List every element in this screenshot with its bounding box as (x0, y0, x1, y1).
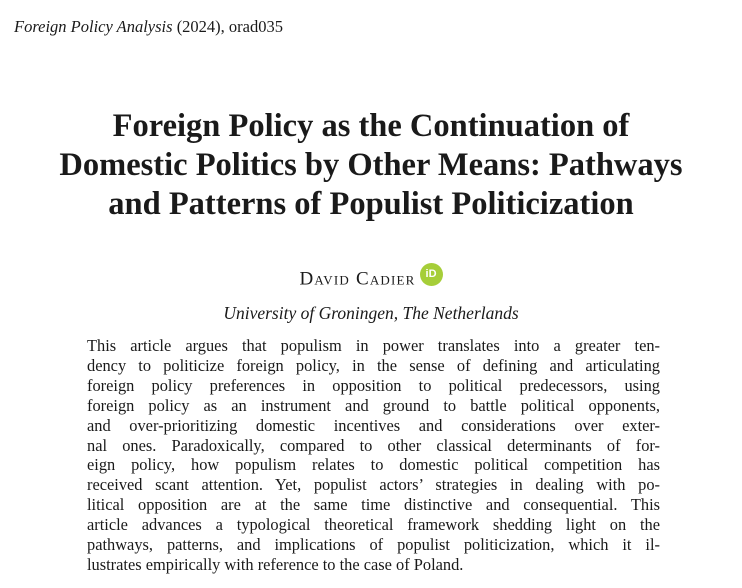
journal-name: Foreign Policy Analysis (14, 17, 173, 36)
journal-year-id: (2024), orad035 (172, 17, 283, 36)
abstract-line: litical opposition are at the same time distinctive and consequential. This (87, 495, 660, 515)
abstract-line: nal ones. Paradoxically, compared to other classical determinants of for- (87, 435, 660, 455)
journal-citation (14, 17, 283, 37)
article-title (14, 107, 728, 224)
abstract (87, 336, 660, 575)
abstract-line: lustrates empirically with reference to the case of Poland. (87, 554, 464, 574)
abstract-line: foreign policy preferences in opposition to political predecessors, using (87, 375, 660, 395)
title-line: and Patterns of Populist Politicization (108, 186, 634, 222)
abstract-line: article advances a typological theoretical framework shedding light on the (87, 515, 660, 535)
abstract-line: eign policy, how populism relates to domestic political competition has (87, 455, 660, 475)
abstract-line: and over-prioritizing domestic incentives and considerations over exter- (87, 415, 660, 435)
abstract-line: foreign policy as an instrument and ground to battle political opponents, (87, 395, 660, 415)
abstract-line: received scant attention. Yet, populist actors’ strategies in dealing with po- (87, 475, 660, 495)
author-affiliation: University of Groningen, The Netherlands (223, 303, 519, 323)
title-line: Domestic Politics by Other Means: Pathways (59, 147, 683, 183)
orcid-icon[interactable]: iD (420, 263, 443, 286)
author-name: David Cadier (299, 268, 416, 290)
abstract-line: This article argues that populism in power translates into a greater ten- (87, 336, 660, 355)
title-line: Foreign Policy as the Continuation of (112, 108, 630, 144)
author-block (0, 268, 742, 291)
abstract-line: pathways, patterns, and implications of populist politicization, which it il- (87, 535, 660, 555)
abstract-line: dency to politicize foreign policy, in the sense of defining and articulating (87, 355, 660, 375)
